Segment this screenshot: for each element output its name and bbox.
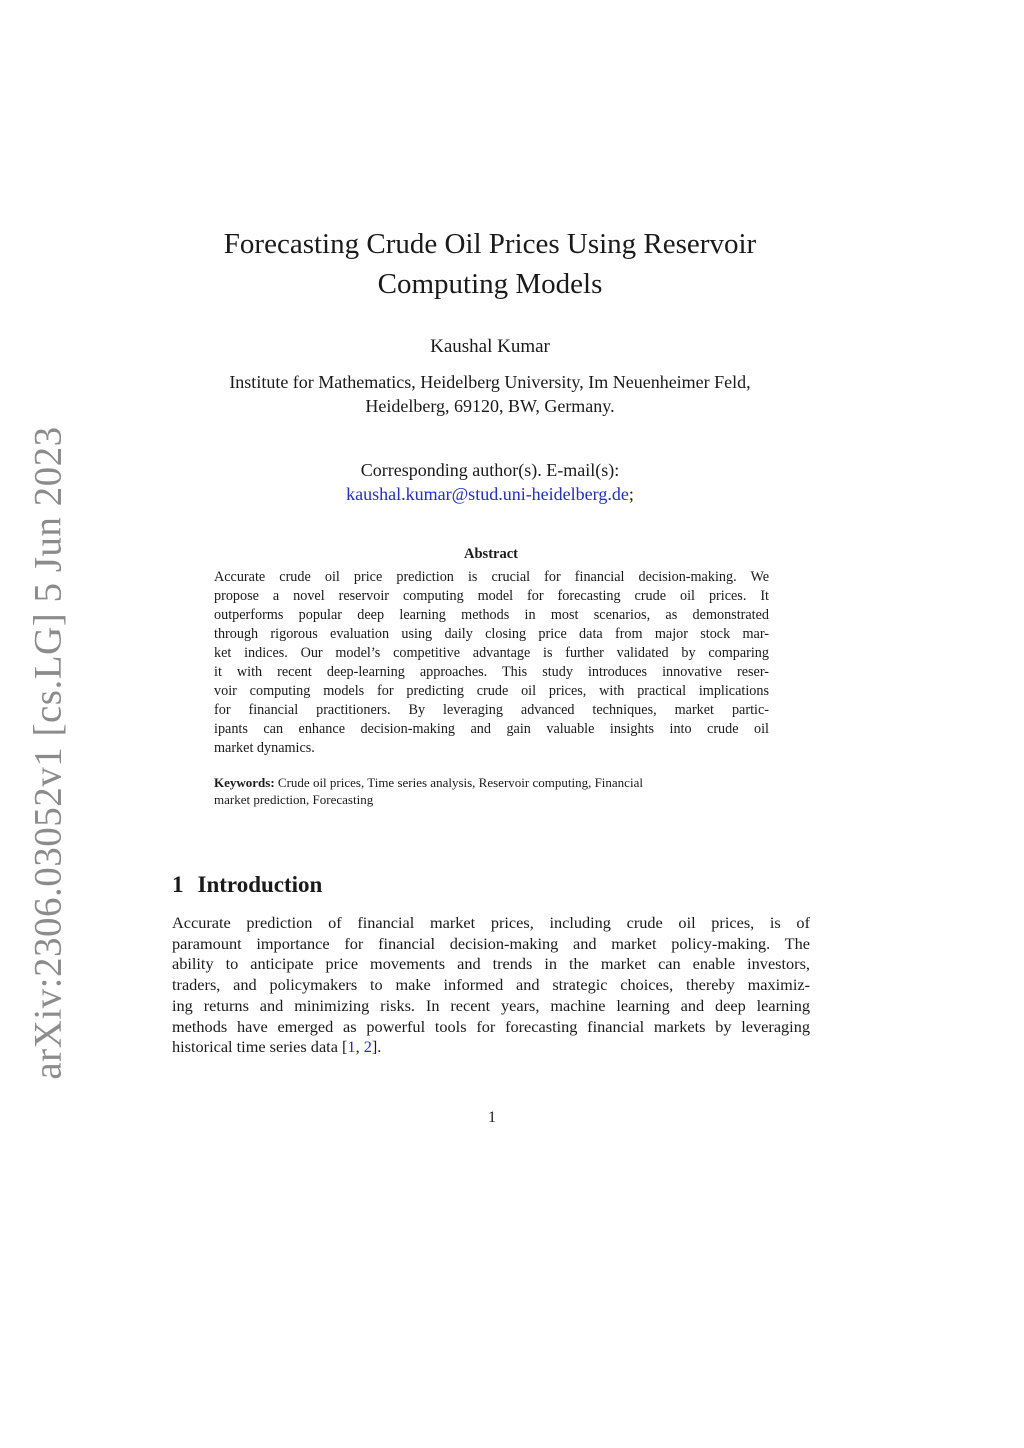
- author-name: Kaushal Kumar: [430, 336, 550, 357]
- author-email-link[interactable]: kaushal.kumar@stud.uni-heidelberg.de: [346, 484, 629, 504]
- citation-link-2[interactable]: 2: [363, 1037, 372, 1057]
- abstract-line: Accurate crude oil price prediction is crucial for financial decision-making. We: [214, 569, 769, 585]
- intro-last-line: [172, 1037, 810, 1058]
- keywords-line-2: market prediction, Forecasting: [214, 792, 374, 807]
- citation-separator: ,: [355, 1037, 364, 1057]
- keywords-line-1: [214, 774, 769, 791]
- intro-line: methods have emerged as powerful tools for forecasting financial markets by leveraging: [172, 1016, 810, 1036]
- abstract-line: voir computing models for predicting crude oil prices, with practical implications: [214, 683, 769, 699]
- paper-title-line-1: Forecasting Crude Oil Prices Using Reservoir: [223, 228, 757, 260]
- affiliation-line-1: Institute for Mathematics, Heidelberg University, Im Neuenheimer Feld,: [229, 372, 751, 392]
- author-affiliation: [150, 370, 830, 418]
- intro-last-line-text: historical time series data [: [172, 1037, 348, 1057]
- abstract-line: for financial practitioners. By leveraging advanced techniques, market partic-: [214, 702, 769, 718]
- corresponding-author-block: [150, 458, 830, 506]
- keywords-block: [214, 774, 769, 808]
- arxiv-identifier-stamp: [18, 426, 78, 1080]
- citation-link-1[interactable]: 1: [347, 1037, 356, 1057]
- section-heading-introduction: [172, 870, 322, 900]
- abstract-line: it with recent deep-learning approaches. This study introduces innovative reser-: [214, 664, 769, 680]
- intro-line: ability to anticipate price movements and trends in the market can enable investors,: [172, 954, 810, 974]
- section-number: 1: [172, 872, 184, 897]
- email-suffix: ;: [628, 484, 634, 504]
- intro-line: traders, and policymakers to make informed and strategic choices, thereby maximiz-: [172, 975, 810, 995]
- paper-title: [150, 224, 830, 304]
- page-number: 1: [488, 1109, 496, 1126]
- abstract-line: ket indices. Our model’s competitive advantage is further validated by comparing: [214, 645, 769, 661]
- keywords-text-1: Crude oil prices, Time series analysis, Reservoir computing, Financial: [274, 775, 643, 790]
- intro-line: Accurate prediction of financial market prices, including crude oil prices, is of: [172, 913, 810, 932]
- keywords-label: Keywords:: [214, 775, 275, 790]
- abstract-heading: Abstract: [464, 546, 518, 562]
- corresponding-email-line: [150, 482, 830, 506]
- arxiv-identifier-text: arXiv:2306.03052v1 [cs.LG] 5 Jun 2023: [26, 426, 70, 1080]
- abstract-line: through rigorous evaluation using daily closing price data from major stock mar-: [214, 626, 769, 642]
- introduction-paragraph: [172, 913, 810, 1058]
- intro-line: paramount importance for financial decision-making and market policy-making. The: [172, 933, 810, 953]
- corresponding-author-label: Corresponding author(s). E-mail(s):: [360, 460, 620, 480]
- abstract-line: market dynamics.: [214, 740, 315, 756]
- section-title: Introduction: [197, 872, 323, 897]
- abstract-body: [214, 568, 769, 758]
- affiliation-line-2: Heidelberg, 69120, BW, Germany.: [365, 396, 615, 416]
- abstract-line: outperforms popular deep learning methods in most scenarios, as demonstrated: [214, 607, 769, 623]
- abstract-line: propose a novel reservoir computing model for forecasting crude oil prices. It: [214, 588, 769, 604]
- paper-title-line-2: Computing Models: [377, 268, 603, 300]
- abstract-line: ipants can enhance decision-making and gain valuable insights into crude oil: [214, 721, 769, 737]
- intro-line: ing returns and minimizing risks. In recent years, machine learning and deep learning: [172, 995, 810, 1015]
- intro-last-line-end: ].: [371, 1037, 382, 1057]
